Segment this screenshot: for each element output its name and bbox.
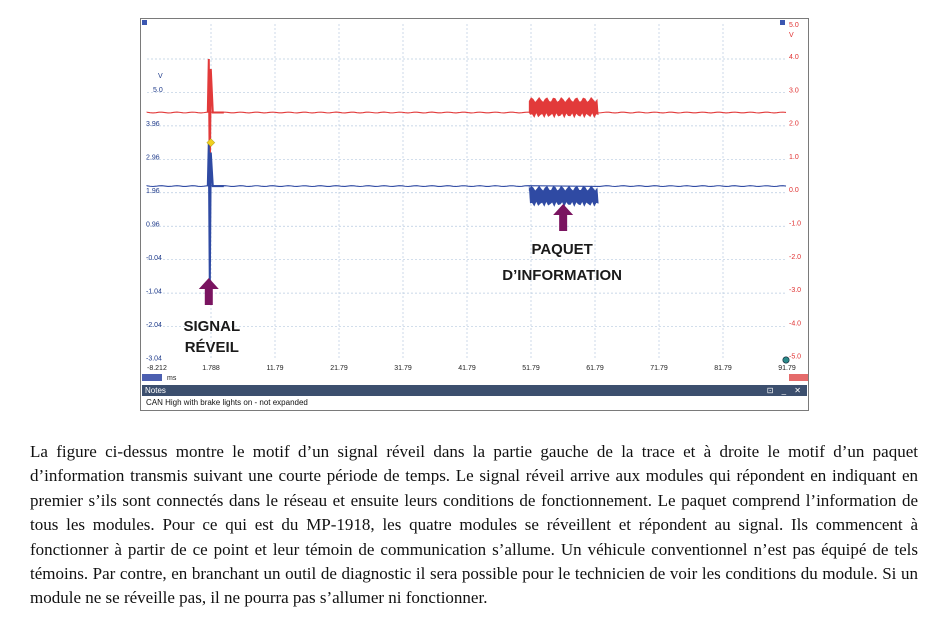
left-axis-tick-label: 0.96 — [146, 221, 160, 229]
x-axis-tick-label: 1.788 — [202, 365, 220, 372]
caption-paragraph: La figure ci-dessus montre le motif d’un signal réveil dans la partie gauche de la trace et à droite le motif d’un paquet d’information transmis suivant une courte période de temps. Le signal réveil arrive aux modules qui répondent en indiquant en premier s’ils sont connectés dans le réseau et ensuite leurs conditions de fonctionnement. Le paquet comprend l’information de tous les modules. Pour ce qui est du MP-1918, les quatre modules se réveillent et répondent au signal. Ils commencent à fonctionner à partir de ce point et leur témoin de communication s’allume. Un véhicule conventionnel n’est pas équipé de tels témoins. Par contre, en branchant un outil de diagnostic il sera possible pour le technicien de voir les conditions du module. Si un module ne se réveille pas, il ne pourra pas s’allumer ni fonctionner. — [30, 442, 918, 608]
x-ruler-left-handle[interactable] — [142, 374, 162, 381]
paquet-information-label: D’INFORMATION — [502, 267, 623, 284]
waveform-can-low — [147, 186, 786, 187]
oscilloscope-window — [140, 18, 809, 411]
left-axis-tick-label: -0.04 — [146, 255, 162, 262]
right-axis-tick-label: 2.0 — [789, 120, 799, 128]
paquet-information-label: PAQUET — [531, 241, 593, 258]
x-axis-unit: ms — [167, 375, 177, 382]
right-axis-tick-label: 3.0 — [789, 87, 799, 95]
notes-window-controls[interactable]: ⊡ _ ✕ — [766, 386, 804, 395]
signal-reveil-label: SIGNAL — [183, 318, 241, 335]
oscilloscope-chart — [141, 19, 808, 385]
left-axis-tick-label: 2.96 — [146, 154, 160, 162]
x-axis-tick-label: 31.79 — [394, 365, 412, 372]
notes-title: Notes — [145, 386, 166, 395]
x-axis-tick-label: 71.79 — [650, 365, 668, 372]
x-axis-tick-label: 11.79 — [266, 365, 284, 372]
notes-text[interactable]: CAN High with brake lights on - not expanded — [146, 398, 308, 407]
x-axis-tick-label: 81.79 — [714, 365, 732, 372]
left-axis-top-label: 5.0 — [153, 87, 163, 94]
right-axis-tick-label: 1.0 — [789, 153, 799, 161]
x-axis-tick-label: 51.79 — [522, 365, 540, 372]
x-axis-tick-label: 91.79 — [778, 365, 796, 372]
x-axis-tick-label: 41.79 — [458, 365, 476, 372]
left-axis-tick-label: 1.96 — [146, 188, 160, 195]
right-axis-top-label: 5.0 — [789, 22, 799, 29]
left-axis-tick-label: -3.04 — [146, 355, 162, 363]
zero-offset-handle[interactable] — [783, 357, 789, 363]
right-axis-tick-label: -5.0 — [789, 353, 802, 361]
right-axis-tick-label: -2.0 — [789, 253, 802, 261]
right-axis-tick-label: -1.0 — [789, 220, 802, 228]
x-axis-tick-label: -8.212 — [147, 365, 167, 372]
right-axis-unit: V — [789, 32, 794, 39]
right-axis-tick-label: -4.0 — [789, 320, 802, 328]
notes-panel-header[interactable] — [142, 385, 807, 396]
left-axis-tick-label: -1.04 — [146, 288, 162, 296]
right-axis-tick-label: -3.0 — [789, 287, 802, 295]
right-channel-indicator — [780, 20, 785, 25]
x-ruler-right-handle[interactable] — [789, 374, 808, 381]
right-axis-tick-label: 0.0 — [789, 187, 799, 195]
left-axis-tick-label: 3.96 — [146, 121, 160, 128]
x-axis-tick-label: 61.79 — [586, 365, 604, 372]
left-axis-tick-label: -2.04 — [146, 322, 162, 329]
x-axis-tick-label: 21.79 — [330, 365, 348, 372]
waveform-can-high — [147, 112, 786, 113]
right-axis-tick-label: 4.0 — [789, 54, 799, 61]
left-axis-unit: V — [158, 73, 163, 80]
left-channel-indicator — [142, 20, 147, 25]
signal-reveil-label: RÉVEIL — [184, 339, 239, 356]
